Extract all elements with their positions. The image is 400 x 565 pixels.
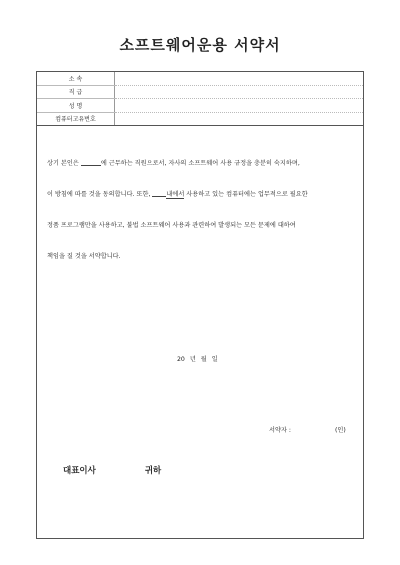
paragraph-text: 내에서	[166, 191, 185, 198]
computer-id-label: 컴퓨터고유번호	[37, 112, 115, 126]
paragraph-text: 사용하고 있는 컴퓨터에는 업무적으로 필요한	[184, 191, 308, 198]
info-row-affiliation	[37, 72, 363, 85]
date-day: 일	[211, 356, 218, 363]
name-label: 성 명	[37, 99, 115, 113]
signature-line	[269, 425, 346, 434]
affiliation-field[interactable]	[115, 72, 364, 85]
info-table	[37, 72, 363, 126]
paragraph-line-2	[47, 189, 308, 198]
paragraph-line-3: 정품 프로그램만을 사용하고, 불법 소프트웨어 사용과 관련하여 발생되는 모든 문제에 대하여	[47, 222, 296, 229]
paragraph-line-4: 책임을 질 것을 서약합니다.	[47, 253, 121, 260]
rank-label: 직 급	[37, 85, 115, 99]
addressee-honorific: 귀하	[144, 466, 162, 476]
name-field[interactable]	[115, 99, 364, 113]
signer-label: 서약자 :	[269, 427, 291, 434]
info-row-computer-id	[37, 112, 363, 126]
affiliation-label: 소 속	[37, 72, 115, 85]
addressee-name: 대표이사	[63, 466, 96, 476]
date-line	[177, 354, 218, 363]
date-month: 월	[200, 356, 207, 363]
paragraph-text: 상기 본인은	[47, 160, 79, 167]
paragraph-text: 에 근무하는 직원으로서, 자사의 소프트웨어 사용 규정을 충분히 숙지하며,	[100, 160, 300, 167]
paragraph-text: 이 방침에 따를 것을 동의합니다. 또한,	[47, 191, 151, 198]
paragraph-line-1	[47, 158, 300, 167]
date-year: 년	[189, 356, 196, 363]
info-row-name	[37, 99, 363, 113]
company-blank[interactable]	[81, 158, 101, 166]
company-blank-2[interactable]	[152, 189, 166, 197]
date-prefix: 20	[177, 356, 185, 363]
computer-id-field[interactable]	[115, 112, 364, 126]
pledge-frame	[36, 71, 364, 539]
addressee-line	[63, 464, 161, 476]
rank-field[interactable]	[115, 85, 364, 99]
page-title: 소프트웨어운용 서약서	[119, 36, 281, 54]
info-row-rank	[37, 85, 363, 99]
seal-mark: (인)	[334, 427, 346, 434]
